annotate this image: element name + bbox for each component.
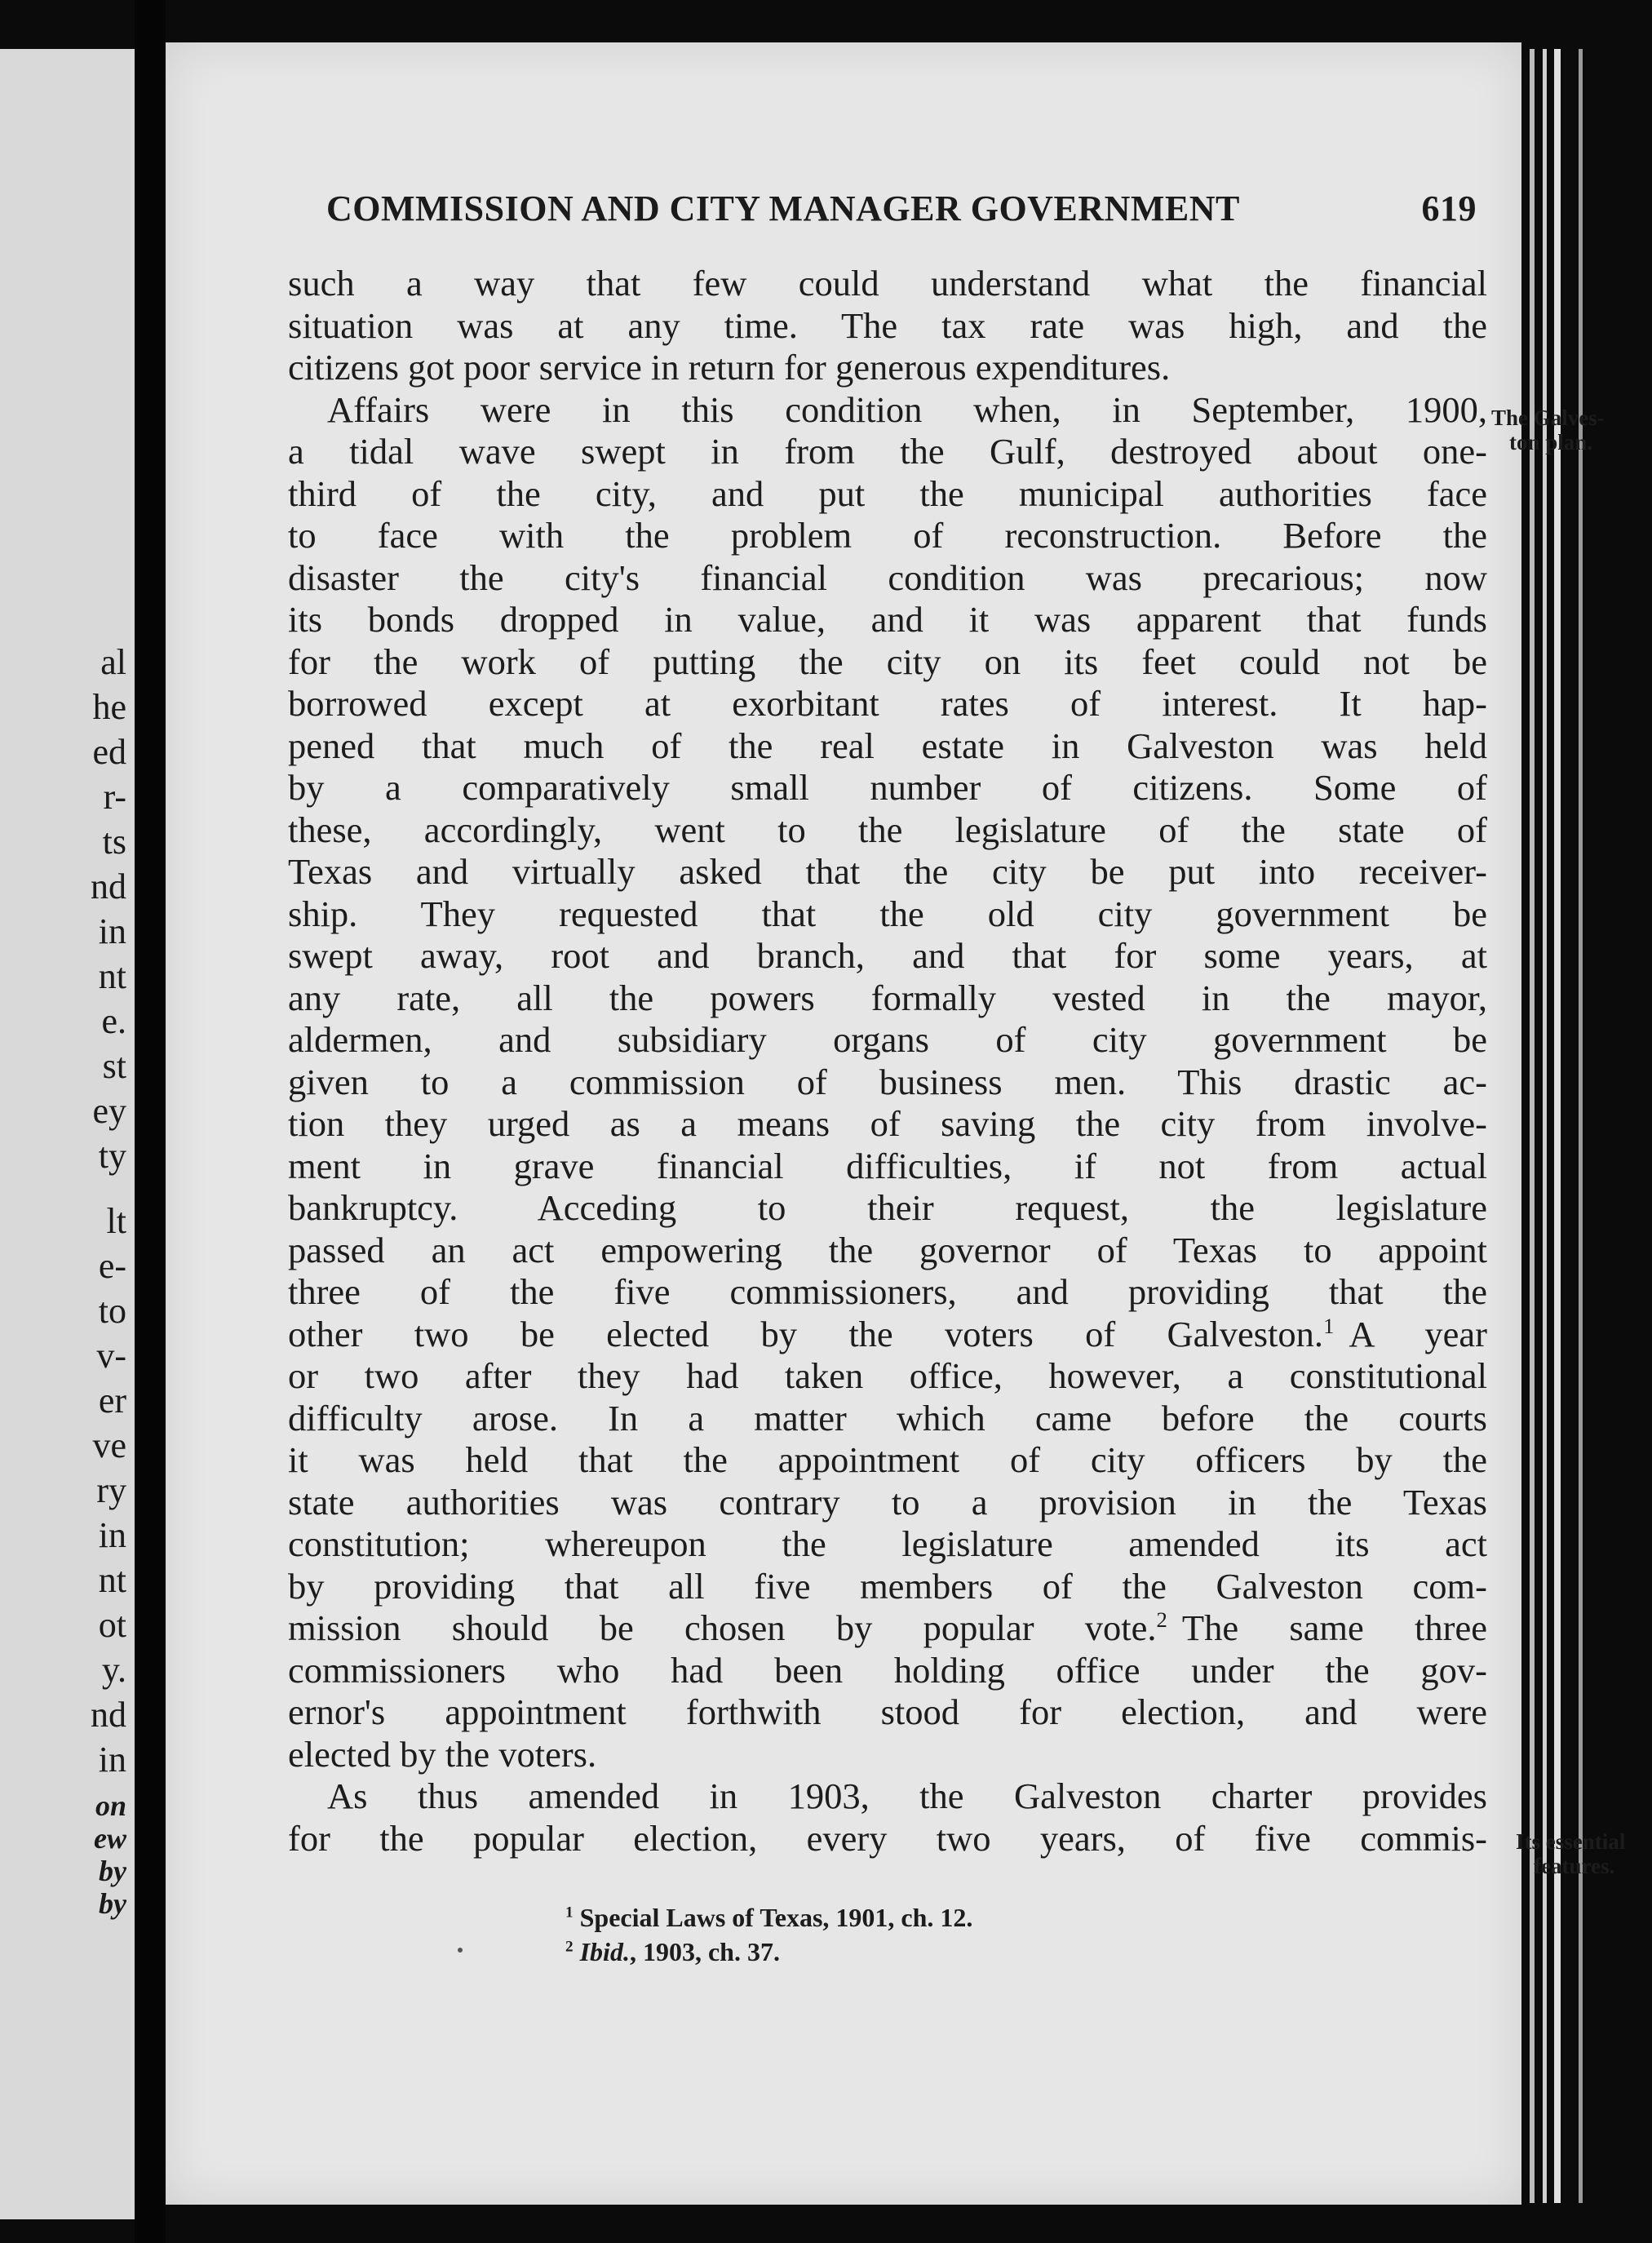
body-line [288, 305, 1487, 348]
body-line-text: it was held that the appointment of city officers by the [288, 1439, 1487, 1480]
body-line [288, 683, 1487, 725]
left-page-fragment: e- [98, 1246, 126, 1286]
body-line [288, 1439, 1487, 1482]
body-line [288, 1019, 1487, 1062]
body-line-text: As thus amended in 1903, the Galveston charter provides [327, 1775, 1487, 1816]
body-line [288, 1775, 1487, 1818]
margin-note-line: The Galves- [1491, 406, 1605, 430]
body-line-text: its bonds dropped in value, and it was apparent that funds [288, 599, 1487, 640]
body-line-text: a tidal wave swept in from the Gulf, destroyed about one- [288, 431, 1487, 472]
body-line [288, 809, 1487, 852]
left-page-fragment: ey [92, 1091, 126, 1131]
running-header [326, 188, 1477, 229]
body-line-text: such a way that few could understand what the financial [288, 263, 1487, 304]
body-line-text: by providing that all five members of the Galveston com- [288, 1565, 1487, 1607]
body-line-text: constitution; whereupon the legislature amended its act [288, 1523, 1487, 1564]
body-line [288, 1314, 1487, 1356]
body-line [288, 977, 1487, 1020]
body-line [288, 1398, 1487, 1440]
left-page-fragment: in [98, 1740, 126, 1780]
body-line [288, 389, 1487, 432]
left-facing-page [0, 49, 135, 2219]
left-page-fragment: nd [91, 867, 126, 907]
book-page [166, 42, 1626, 2205]
body-line [288, 1230, 1487, 1272]
body-line [288, 1482, 1487, 1524]
body-line [288, 725, 1487, 768]
body-line [288, 263, 1487, 305]
left-page-italic-fragment: by [99, 1887, 126, 1920]
body-line [288, 599, 1487, 641]
body-line [288, 1062, 1487, 1104]
left-page-fragment: nt [98, 956, 126, 996]
body-line-text: elected by the voters. [288, 1733, 597, 1775]
left-page-fragment: ry [96, 1470, 126, 1510]
body-line-text: commissioners who had been holding office under the gov- [288, 1649, 1487, 1691]
body-line-tail: The same three [1181, 1607, 1487, 1648]
left-page-fragment: in [98, 911, 126, 951]
body-text [288, 263, 1487, 1860]
body-line [288, 1734, 1487, 1776]
body-line [288, 935, 1487, 977]
margin-note-line: Its essential [1516, 1829, 1626, 1854]
body-line-text: or two after they had taken office, however, a constitutional [288, 1355, 1487, 1396]
body-line [288, 767, 1487, 809]
left-page-fragment: al [100, 642, 126, 682]
body-line [288, 1271, 1487, 1314]
left-page-fragment: ve [92, 1425, 126, 1465]
page-edges [1521, 49, 1611, 2203]
left-page-fragment: ed [92, 732, 126, 772]
body-line-tail: A year [1349, 1313, 1487, 1354]
body-line [288, 347, 1487, 389]
left-page-fragment: he [92, 687, 126, 727]
footnote-ibid: Ibid. [579, 1937, 630, 1966]
body-line-text: bankruptcy. Acceding to their request, the legislature [288, 1187, 1487, 1228]
body-line [288, 1523, 1487, 1566]
body-line [288, 851, 1487, 893]
margin-note-line: ton plan. [1509, 430, 1593, 454]
body-line-text: Texas and virtually asked that the city be put into receiver- [288, 851, 1487, 892]
body-line [288, 1355, 1487, 1398]
footnotes [565, 1900, 972, 1969]
body-line [288, 1691, 1487, 1734]
left-page-fragment: st [102, 1046, 126, 1086]
body-line-text: by a comparatively small number of citizens. Some of [288, 767, 1487, 808]
margin-note-essential-features [1516, 1829, 1625, 1878]
body-line [288, 1566, 1487, 1608]
left-page-fragment: lt [106, 1201, 126, 1241]
left-page-fragment: y. [101, 1650, 126, 1690]
left-page-fragment: ts [102, 822, 126, 862]
body-line-text: to face with the problem of reconstruction. Before the [288, 515, 1487, 556]
body-line-text: third of the city, and put the municipal authorities face [288, 472, 1487, 514]
body-line-text: tion they urged as a means of saving the city from involve- [288, 1103, 1487, 1144]
left-page-fragment: r- [103, 777, 126, 817]
footnote-ref: 1 [1323, 1313, 1335, 1338]
body-line-text: citizens got poor service in return for generous expenditures. [288, 347, 1171, 388]
speck-mark [458, 1948, 463, 1953]
footnote-mark: 2 [565, 1938, 574, 1956]
footnote-1 [565, 1900, 972, 1935]
left-page-fragment: in [98, 1515, 126, 1555]
body-line [288, 515, 1487, 557]
body-line-text: ment in grave financial difficulties, if not from actual [288, 1145, 1487, 1186]
running-title: COMMISSION AND CITY MANAGER GOVERNMENT [326, 188, 1240, 228]
body-line-text: mission should be chosen by popular vote. [288, 1607, 1157, 1648]
margin-note-line: features. [1534, 1854, 1615, 1878]
body-line-text: difficulty arose. In a matter which came before the courts [288, 1397, 1487, 1438]
left-page-fragment: ty [98, 1136, 126, 1176]
left-page-fragment: v- [96, 1336, 126, 1376]
footnote-mark: 1 [565, 1904, 574, 1922]
left-page-fragment: er [98, 1381, 126, 1421]
body-line-text: other two be elected by the voters of Galveston. [288, 1313, 1324, 1354]
left-page-fragment: to [98, 1291, 126, 1331]
body-line-text: Affairs were in this condition when, in September, 1900, [327, 388, 1487, 430]
body-line [288, 1607, 1487, 1650]
body-line-text: any rate, all the powers formally vested in the mayor, [288, 977, 1487, 1018]
book-gutter [135, 0, 166, 2243]
left-page-fragment: nt [98, 1560, 126, 1600]
body-line [288, 473, 1487, 516]
body-line-text: for the work of putting the city on its feet could not be [288, 641, 1487, 682]
body-line [288, 1818, 1487, 1860]
body-line [288, 893, 1487, 936]
left-page-italic-fragment: on [95, 1789, 126, 1822]
body-line-text: three of the five commissioners, and providing that the [288, 1271, 1487, 1312]
body-line [288, 1187, 1487, 1230]
left-page-italic-fragment: by [99, 1855, 126, 1887]
body-line [288, 1650, 1487, 1692]
body-line-text: borrowed except at exorbitant rates of interest. It hap- [288, 683, 1487, 724]
body-line-text: pened that much of the real estate in Galveston was held [288, 725, 1487, 766]
body-line-text: swept away, root and branch, and that for some years, at [288, 935, 1487, 976]
body-line [288, 431, 1487, 473]
body-line [288, 1146, 1487, 1188]
footnote-ref: 2 [1156, 1607, 1167, 1633]
body-line-text: passed an act empowering the governor of Texas to appoint [288, 1229, 1487, 1270]
body-line-text: situation was at any time. The tax rate was high, and the [288, 304, 1487, 346]
body-line-text: aldermen, and subsidiary organs of city government be [288, 1019, 1487, 1060]
body-line [288, 557, 1487, 600]
left-page-fragment: e. [101, 1001, 126, 1041]
body-line-text: these, accordingly, went to the legislature of the state of [288, 809, 1487, 850]
left-page-fragment: ot [98, 1605, 126, 1645]
body-line [288, 1103, 1487, 1146]
left-page-italic-fragment: ew [94, 1822, 126, 1855]
body-line [288, 641, 1487, 684]
body-line-text: given to a commission of business men. This drastic ac- [288, 1061, 1487, 1102]
body-line-text: ernor's appointment forthwith stood for election, and were [288, 1691, 1487, 1732]
left-page-fragment: nd [91, 1695, 126, 1735]
footnote-text: Special Laws of Texas, 1901, ch. 12. [579, 1903, 973, 1932]
body-line-text: state authorities was contrary to a provision in the Texas [288, 1481, 1487, 1523]
body-line-text: disaster the city's financial condition was precarious; now [288, 556, 1487, 598]
body-line-text: for the popular election, every two years, of five commis- [288, 1817, 1487, 1859]
footnote-text: , 1903, ch. 37. [629, 1937, 780, 1966]
margin-note-galveston-plan [1491, 406, 1605, 454]
body-line-text: ship. They requested that the old city government be [288, 893, 1487, 934]
footnote-2 [565, 1935, 972, 1969]
page-number: 619 [1421, 188, 1477, 228]
